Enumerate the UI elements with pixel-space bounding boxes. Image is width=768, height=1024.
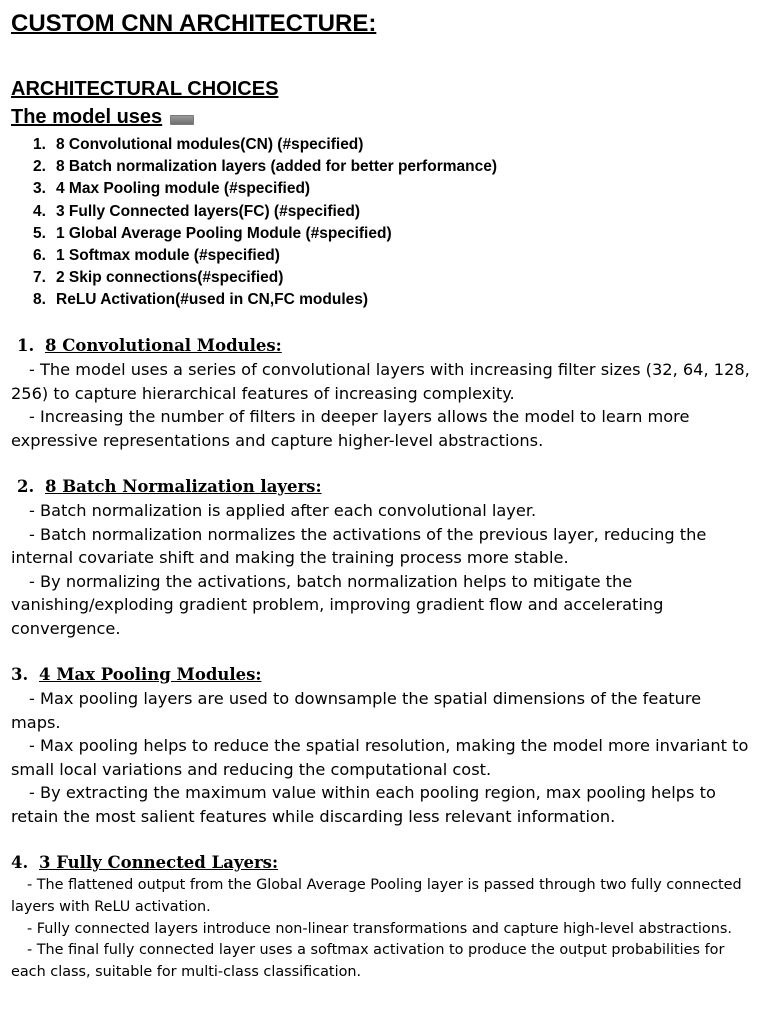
section-number: 1.: [17, 336, 35, 355]
section-paragraph: [11, 523, 751, 570]
model-uses-label: The model uses: [11, 106, 163, 128]
list-item-number: 8.: [33, 291, 46, 309]
list-item: [33, 134, 497, 156]
section-paragraph: [11, 499, 751, 523]
model-uses-heading: [11, 106, 194, 129]
paragraph-text: - Increasing the number of filters in deeper layers allows the model to learn more expressive representations and capture higher-level abstractions.: [11, 407, 690, 450]
section-number: 2.: [17, 477, 35, 496]
section-paragraph: [11, 358, 751, 405]
list-item-text: 8 Convolutional modules(CN) (#specified): [56, 136, 364, 153]
section-paragraph: [11, 687, 751, 734]
section-convolutional-modules: [11, 334, 751, 452]
section-paragraph: [11, 734, 751, 781]
paragraph-text: - Max pooling helps to reduce the spatial resolution, making the model more invariant to small local variations and reducing the computational cost.: [11, 736, 749, 779]
list-item-text: 1 Global Average Pooling Module (#specified): [56, 224, 392, 242]
section-paragraph: [11, 940, 751, 984]
list-item-text: 1 Softmax module (#specified): [56, 246, 280, 264]
model-uses-list: [33, 134, 497, 312]
list-item-number: 7.: [33, 269, 46, 287]
list-item: [33, 267, 497, 289]
paragraph-text: - Batch normalization is applied after each convolutional layer.: [29, 501, 537, 520]
section-number: 4.: [11, 853, 29, 872]
list-item-number: 6.: [33, 246, 46, 264]
list-item: [33, 289, 497, 311]
paragraph-text: - By normalizing the activations, batch normalization helps to mitigate the vanishing/exploding gradient problem, improving gradient flow and accelerating convergence.: [11, 571, 664, 638]
minus-icon: [170, 115, 194, 125]
section-number: 3.: [11, 665, 29, 684]
paragraph-text: - Batch normalization normalizes the activations of the previous layer, reducing the internal covariate shift and making the training process more stable.: [11, 524, 707, 567]
section-paragraph: [11, 405, 751, 452]
list-item-number: 4.: [33, 202, 46, 220]
section-title: 8 Batch Normalization layers:: [45, 477, 322, 496]
list-item-number: 5.: [33, 224, 46, 242]
section-max-pooling: [11, 663, 751, 828]
paragraph-text: - The flattened output from the Global Average Pooling layer is passed through two fully connected layers with ReLU activation.: [11, 877, 742, 915]
section-heading: [11, 663, 751, 687]
list-item-text: 2 Skip connections(#specified): [56, 269, 284, 287]
list-item: [33, 201, 497, 223]
section-paragraph: [11, 875, 751, 919]
section-title: 8 Convolutional Modules:: [45, 336, 282, 355]
list-item: [33, 245, 497, 267]
section-heading: [11, 851, 751, 875]
list-item-number: 3.: [33, 180, 46, 198]
paragraph-text: - The final fully connected layer uses a softmax activation to produce the output probabilities for each class, suitable for multi-class classification.: [11, 942, 725, 981]
section-heading: [11, 334, 751, 358]
list-item: [33, 178, 497, 200]
section-batch-normalization: [11, 475, 751, 640]
list-item-text: 8 Batch normalization layers (added for better performance): [56, 158, 497, 176]
paragraph-text: - Fully connected layers introduce non-linear transformations and capture high-level abstractions.: [27, 920, 732, 937]
list-item-text: ReLU Activation(#used in CN,FC modules): [56, 291, 369, 309]
list-item: [33, 156, 497, 178]
list-item-number: 2.: [33, 158, 46, 176]
architectural-choices-heading: ARCHITECTURAL CHOICES: [11, 78, 279, 100]
list-item-text: 3 Fully Connected layers(FC) (#specified): [56, 202, 361, 220]
section-paragraph: [11, 781, 751, 828]
list-item-number: 1.: [33, 136, 46, 153]
section-fully-connected: [11, 851, 751, 984]
section-title: 4 Max Pooling Modules:: [39, 665, 262, 684]
list-item: [33, 223, 497, 245]
page-title: CUSTOM CNN ARCHITECTURE:: [11, 10, 377, 37]
paragraph-text: - By extracting the maximum value within each pooling region, max pooling helps to retain the most salient features while discarding less relevant information.: [11, 783, 716, 826]
paragraph-text: - Max pooling layers are used to downsample the spatial dimensions of the feature maps.: [11, 689, 702, 732]
section-paragraph: [11, 570, 751, 641]
paragraph-text: - The model uses a series of convolutional layers with increasing filter sizes (32, 64, 128, 256) to capture hierarchical features of increasing complexity.: [11, 360, 750, 403]
section-heading: [11, 475, 751, 499]
list-item-text: 4 Max Pooling module (#specified): [56, 180, 311, 198]
section-title: 3 Fully Connected Layers:: [39, 853, 279, 872]
section-paragraph: [11, 919, 751, 941]
